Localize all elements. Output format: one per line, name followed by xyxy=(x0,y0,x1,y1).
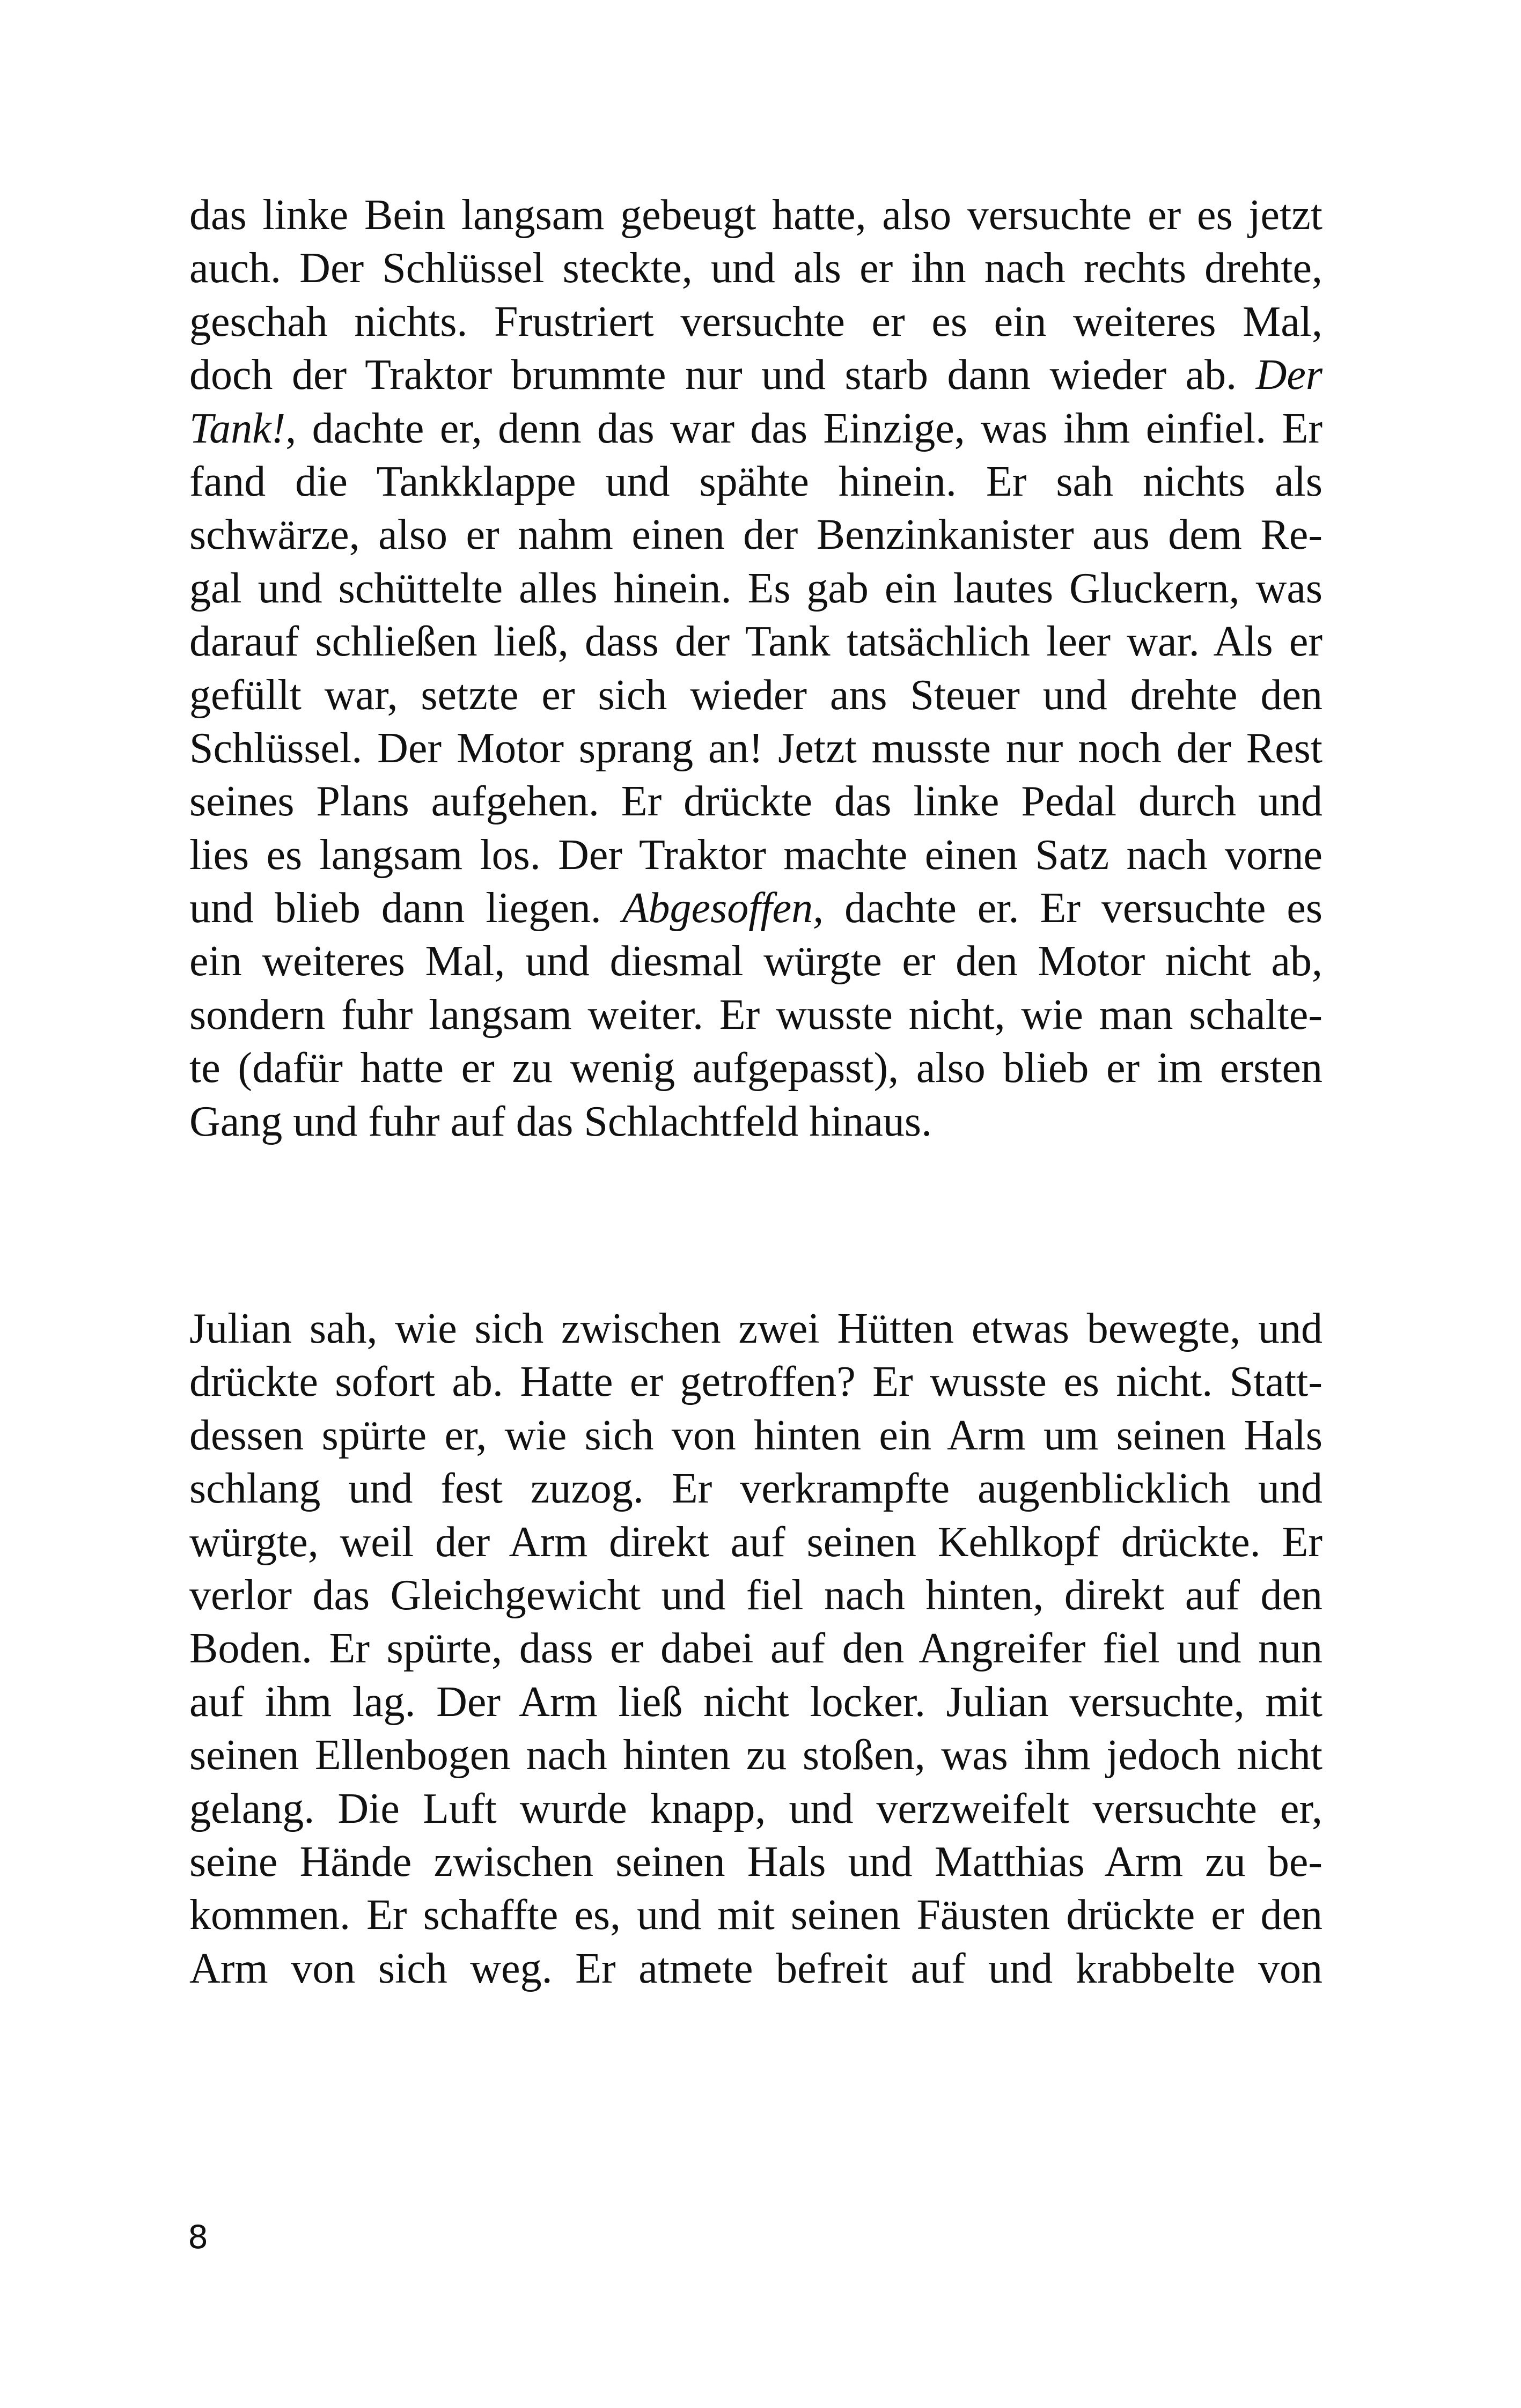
text-line xyxy=(189,189,1322,242)
text-line xyxy=(189,882,1322,935)
text-run: darauf schließen ließ, dass der Tank tatsächlich leer war. Als er xyxy=(189,618,1322,666)
text-run: auf ihm lag. Der Arm ließ nicht locker. Julian versuchte, mit xyxy=(189,1678,1322,1726)
text-line xyxy=(189,989,1322,1042)
text-run: gal und schüttelte alles hinein. Es gab ein lautes Gluckern, was xyxy=(189,564,1322,612)
text-line xyxy=(189,242,1322,295)
text-line xyxy=(189,1409,1322,1462)
text-line xyxy=(189,1516,1322,1569)
text-run: te (dafür hatte er zu wenig aufgepasst), also blieb er im ersten xyxy=(189,1044,1322,1092)
text-run: seines Plans aufgehen. Er drückte das linke Pedal durch und xyxy=(189,778,1322,826)
text-line xyxy=(189,296,1322,349)
text-run: , dachte er, denn das war das Einzige, was ihm einfiel. Er xyxy=(285,404,1322,452)
text-run: seinen Ellenbogen nach hinten zu stoßen, was ihm jedoch nicht xyxy=(189,1732,1322,1779)
text-run: das linke Bein langsam gebeugt hatte, also versuchte er es jetzt xyxy=(189,192,1322,239)
text-line xyxy=(189,1836,1322,1889)
text-run: auch. Der Schlüssel steckte, und als er ihn nach rechts drehte, xyxy=(189,245,1322,292)
text-line xyxy=(189,775,1322,828)
text-line xyxy=(189,669,1322,722)
text-run: fand die Tankklappe und spähte hinein. Er sah nichts als xyxy=(189,458,1322,505)
text-run: Gang und fuhr auf das Schlachtfeld hinaus. xyxy=(189,1098,932,1145)
text-line xyxy=(189,1676,1322,1729)
text-run: seine Hände zwischen seinen Hals und Matthias Arm zu be- xyxy=(189,1838,1322,1886)
text-run: gefüllt war, setzte er sich wieder ans Steuer und drehte den xyxy=(189,671,1322,719)
text-line xyxy=(189,1622,1322,1675)
text-run: ein weiteres Mal, und diesmal würgte er den Motor nicht ab, xyxy=(189,938,1322,985)
text-line xyxy=(189,455,1322,509)
text-line xyxy=(189,1729,1322,1782)
page-number: 8 xyxy=(188,2219,209,2256)
paragraph-tractor xyxy=(189,189,1322,1148)
text-line xyxy=(189,1302,1322,1356)
text-run: schwärze, also er nahm einen der Benzinkanister aus dem Re- xyxy=(189,511,1322,559)
italic-text: Abgesoffen, xyxy=(622,885,824,932)
text-run: dessen spürte er, wie sich von hinten ein Arm um seinen Hals xyxy=(189,1411,1322,1459)
text-line xyxy=(189,935,1322,988)
text-line xyxy=(189,1783,1322,1836)
text-run: dachte er. Er versuchte es xyxy=(824,885,1322,932)
text-run: verlor das Gleichgewicht und fiel nach hinten, direkt auf den xyxy=(189,1571,1322,1619)
text-line xyxy=(189,1095,1322,1148)
text-line xyxy=(189,1889,1322,1942)
text-run: Schlüssel. Der Motor sprang an! Jetzt musste nur noch der Rest xyxy=(189,724,1322,772)
text-line xyxy=(189,509,1322,562)
text-run: drückte sofort ab. Hatte er getroffen? Er wusste es nicht. Statt- xyxy=(189,1358,1322,1406)
text-run: kommen. Er schaffte es, und mit seinen Fäusten drückte er den xyxy=(189,1891,1322,1939)
paragraph-julian xyxy=(189,1302,1322,1995)
text-run: Boden. Er spürte, dass er dabei auf den Angreifer fiel und nun xyxy=(189,1625,1322,1673)
text-line xyxy=(189,1462,1322,1515)
text-line xyxy=(189,402,1322,455)
text-line xyxy=(189,829,1322,882)
text-line xyxy=(189,615,1322,668)
italic-text: Tank! xyxy=(189,404,286,452)
text-line xyxy=(189,349,1322,402)
text-run: Julian sah, wie sich zwischen zwei Hütten etwas bewegte, und xyxy=(189,1305,1322,1352)
text-run: würgte, weil der Arm direkt auf seinen Kehlkopf drückte. Er xyxy=(189,1518,1322,1566)
text-line xyxy=(189,1569,1322,1622)
text-line xyxy=(189,1042,1322,1095)
text-line xyxy=(189,1942,1322,1995)
text-line xyxy=(189,722,1322,775)
italic-text: Der xyxy=(1255,351,1322,399)
text-run: doch der Traktor brummte nur und starb dann wieder ab. xyxy=(189,351,1256,399)
text-run: schlang und fest zuzog. Er verkrampfte augenblicklich und xyxy=(189,1465,1322,1513)
text-run: Arm von sich weg. Er atmete befreit auf und krabbelte von xyxy=(189,1945,1322,1992)
text-run: gelang. Die Luft wurde knapp, und verzweifelt versuchte er, xyxy=(189,1785,1322,1832)
text-run: geschah nichts. Frustriert versuchte er es ein weiteres Mal, xyxy=(189,298,1322,345)
text-line xyxy=(189,1356,1322,1409)
text-run: lies es langsam los. Der Traktor machte einen Satz nach vorne xyxy=(189,831,1322,879)
text-line xyxy=(189,562,1322,615)
text-run: sondern fuhr langsam weiter. Er wusste nicht, wie man schalte- xyxy=(189,991,1322,1039)
text-run: und blieb dann liegen. xyxy=(189,885,622,932)
